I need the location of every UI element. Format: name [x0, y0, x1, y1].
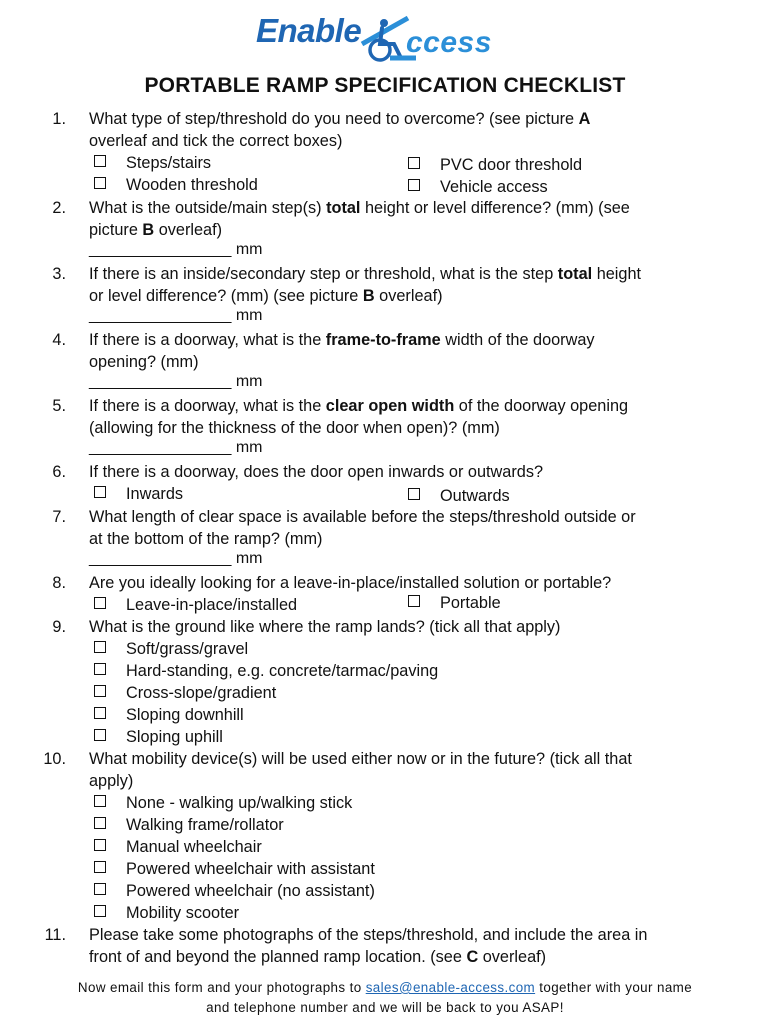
checkbox-icon[interactable]	[408, 488, 420, 500]
footer-instructions: Now email this form and your photographs to sales@enable-access.com together with your name and telephone number and we will be back to you ASAP!	[77, 980, 693, 1015]
checkbox-portable[interactable]: Portable	[408, 592, 501, 614]
question-number: 1.	[52, 110, 66, 128]
question-number: 7.	[52, 508, 66, 526]
checkbox-icon[interactable]	[94, 685, 106, 697]
checkbox-icon[interactable]	[94, 729, 106, 741]
checkbox-icon[interactable]	[94, 663, 106, 675]
checkbox-manual-wheelchair[interactable]: Manual wheelchair	[94, 836, 262, 858]
checkbox-icon[interactable]	[94, 861, 106, 873]
enable-access-logo	[256, 12, 516, 68]
checkbox-steps-stairs[interactable]: Steps/stairs	[94, 152, 211, 174]
question-text-line2: overleaf and tick the correct boxes)	[89, 132, 343, 150]
checkbox-icon[interactable]	[94, 883, 106, 895]
checkbox-icon[interactable]	[94, 817, 106, 829]
checkbox-icon[interactable]	[408, 595, 420, 607]
checkbox-icon[interactable]	[94, 177, 106, 189]
question-number: 2.	[52, 199, 66, 217]
answer-field-clear-space[interactable]: ________________ mm	[89, 550, 263, 567]
checkbox-pvc-door-threshold[interactable]: PVC door threshold	[408, 154, 582, 176]
checkbox-icon[interactable]	[94, 155, 106, 167]
answer-field-outside-height[interactable]: ________________ mm	[89, 241, 263, 258]
checkbox-icon[interactable]	[94, 486, 106, 498]
checkbox-vehicle-access[interactable]: Vehicle access	[408, 176, 548, 198]
question-text: What type of step/threshold do you need to overcome? (see picture	[89, 110, 579, 128]
question-number: 4.	[52, 331, 66, 349]
checkbox-cross-slope[interactable]: Cross-slope/gradient	[94, 682, 276, 704]
page-title: PORTABLE RAMP SPECIFICATION CHECKLIST	[144, 74, 626, 97]
checkbox-none-walking[interactable]: None - walking up/walking stick	[94, 792, 352, 814]
checkbox-icon[interactable]	[94, 597, 106, 609]
answer-field-inside-height[interactable]: ________________ mm	[89, 307, 263, 324]
checkbox-powered-with-assistant[interactable]: Powered wheelchair with assistant	[94, 858, 375, 880]
checkbox-soft-ground[interactable]: Soft/grass/gravel	[94, 638, 248, 660]
checkbox-outwards[interactable]: Outwards	[408, 485, 510, 507]
question-number: 11.	[44, 926, 66, 944]
question-number: 10.	[43, 750, 66, 768]
answer-field-frame-width[interactable]: ________________ mm	[89, 373, 263, 390]
checkbox-icon[interactable]	[408, 157, 420, 169]
email-link[interactable]: sales@enable-access.com	[365, 980, 536, 995]
question-number: 8.	[52, 574, 66, 592]
question-number: 6.	[52, 463, 66, 481]
checkbox-walking-frame[interactable]: Walking frame/rollator	[94, 814, 284, 836]
checkbox-icon[interactable]	[94, 795, 106, 807]
checkbox-icon[interactable]	[94, 707, 106, 719]
checkbox-inwards[interactable]: Inwards	[94, 483, 183, 505]
checkbox-sloping-downhill[interactable]: Sloping downhill	[94, 704, 244, 726]
checkbox-icon[interactable]	[94, 839, 106, 851]
checkbox-powered-no-assistant[interactable]: Powered wheelchair (no assistant)	[94, 880, 375, 902]
checkbox-sloping-uphill[interactable]: Sloping uphill	[94, 726, 223, 748]
logo-text-enable: Enable	[256, 12, 362, 49]
checkbox-icon[interactable]	[408, 179, 420, 191]
checkbox-mobility-scooter[interactable]: Mobility scooter	[94, 902, 239, 924]
checkbox-icon[interactable]	[94, 905, 106, 917]
question-number: 9.	[52, 618, 66, 636]
checkbox-icon[interactable]	[94, 641, 106, 653]
question-number: 5.	[52, 397, 66, 415]
answer-field-clear-open-width[interactable]: ________________ mm	[89, 439, 263, 456]
checkbox-wooden-threshold[interactable]: Wooden threshold	[94, 174, 258, 196]
checkbox-hard-standing[interactable]: Hard-standing, e.g. concrete/tarmac/paving	[94, 660, 438, 682]
logo-text-ccess: ccess	[406, 26, 492, 59]
checkbox-leave-in-place[interactable]: Leave-in-place/installed	[94, 594, 297, 616]
question-number: 3.	[52, 265, 66, 283]
